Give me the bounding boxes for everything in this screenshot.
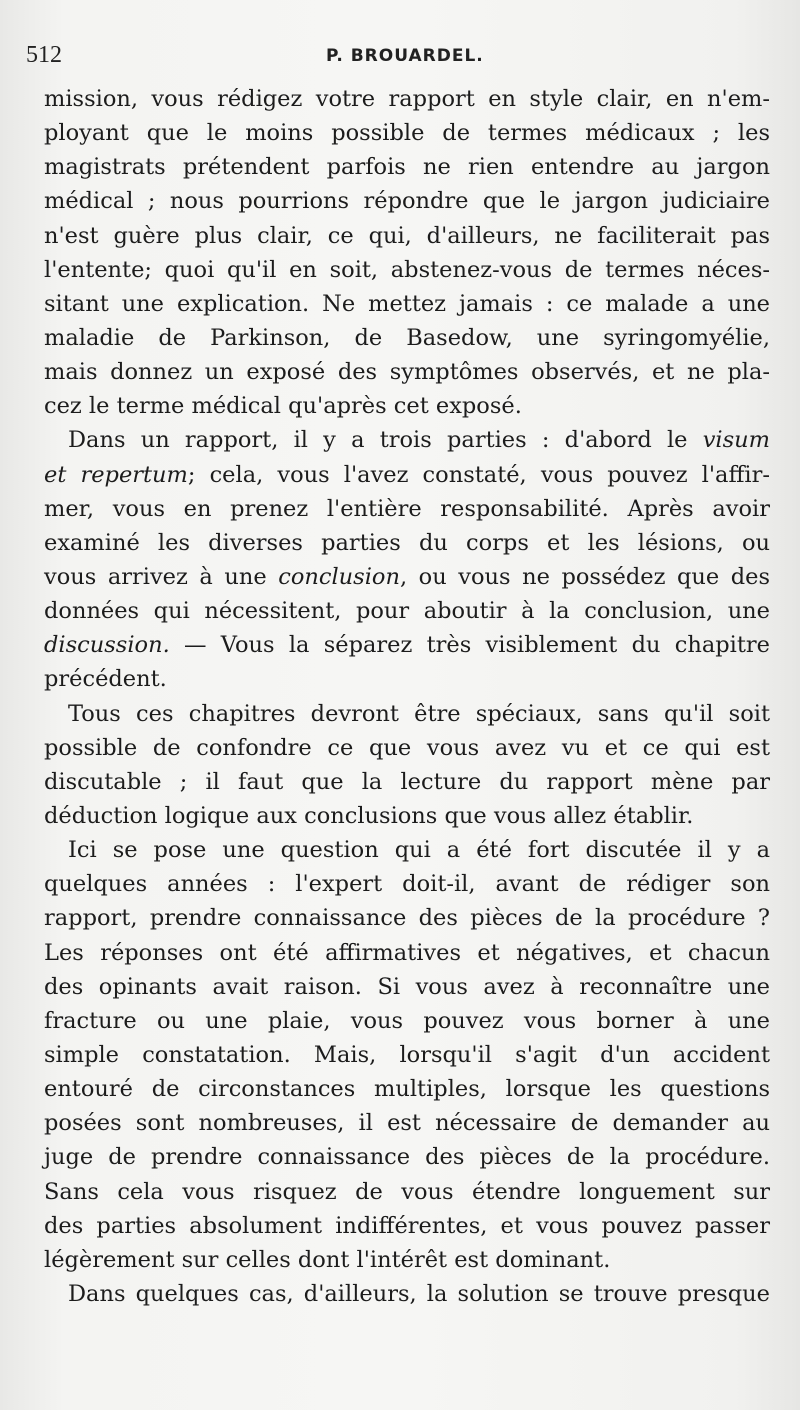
text-line: des parties absolument indifférentes, et vous pouvez passer: [44, 1212, 770, 1239]
text-line: discutable ; il faut que la lecture du rapport mène par: [44, 768, 770, 795]
text-line: [44, 560, 770, 594]
text-line: [44, 458, 770, 492]
text-line: rapport, prendre connaissance des pièces de la procédure ?: [44, 905, 770, 932]
text-line: cez le terme médical qu'après cet exposé.: [44, 393, 522, 420]
text-line: déduction logique aux conclusions que vous allez établir.: [44, 802, 694, 829]
text-line: fracture ou une plaie, vous pouvez vous borner à une: [44, 1007, 770, 1034]
running-head: P. BROUARDEL.: [326, 46, 484, 66]
italic-term: discussion.: [44, 632, 170, 659]
text-line: magistrats prétendent parfois ne rien entendre au jargon: [44, 154, 770, 181]
text-line: juge de prendre connaissance des pièces de la procédure.: [44, 1144, 770, 1171]
text-line: possible de confondre ce que vous avez vu et ce qui est: [44, 734, 770, 761]
text-line: données qui nécessitent, pour aboutir à la conclusion, une: [44, 598, 770, 625]
text-line: entouré de circonstances multiples, lorsque les questions: [44, 1076, 770, 1103]
page-header: [26, 42, 770, 76]
text-line: mais donnez un exposé des symptômes observés, et ne pla-: [44, 359, 770, 386]
text-run: ; cela, vous l'avez constaté, vous pouvez l'affir-: [187, 461, 770, 488]
text-line: ployant que le moins possible de termes médicaux ; les: [44, 120, 770, 147]
text-line: Dans quelques cas, d'ailleurs, la solution se trouve presque: [68, 1280, 770, 1307]
text-line: des opinants avait raison. Si vous avez à reconnaître une: [44, 973, 770, 1000]
text-line: examiné les diverses parties du corps et les lésions, ou: [44, 529, 770, 556]
italic-term: visum: [702, 427, 770, 454]
text-line: Ici se pose une question qui a été fort discutée il y a: [68, 837, 770, 864]
text-line: simple constatation. Mais, lorsqu'il s'agit d'un accident: [44, 1041, 770, 1068]
text-line: précédent.: [44, 666, 167, 693]
text-line: [44, 423, 770, 457]
italic-term: conclusion: [278, 563, 400, 590]
text-line: mer, vous en prenez l'entière responsabilité. Après avoir: [44, 495, 770, 522]
text-line: n'est guère plus clair, ce qui, d'ailleurs, ne faciliterait pas: [44, 222, 770, 249]
text-line: [44, 628, 770, 662]
page-number: 512: [26, 42, 62, 68]
text-line: posées sont nombreuses, il est nécessaire de demander au: [44, 1110, 770, 1137]
text-line: quelques années : l'expert doit-il, avant de rédiger son: [44, 871, 770, 898]
text-line: médical ; nous pourrions répondre que le jargon judiciaire: [44, 188, 770, 215]
text-run: , ou vous ne possédez que des: [399, 563, 771, 590]
text-line: Sans cela vous risquez de vous étendre longuement sur: [44, 1178, 770, 1205]
text-line: mission, vous rédigez votre rapport en style clair, en n'em-: [44, 86, 770, 112]
text-line: Tous ces chapitres devront être spéciaux, sans qu'il soit: [68, 700, 770, 727]
text-line: maladie de Parkinson, de Basedow, une syringomyélie,: [44, 324, 770, 351]
text-run: vous arrivez à une: [44, 563, 279, 590]
text-line: légèrement sur celles dont l'intérêt est dominant.: [44, 1246, 611, 1273]
text-line: sitant une explication. Ne mettez jamais : ce malade a une: [44, 290, 770, 317]
text-run: — Vous la séparez très visiblement du chapitre: [169, 632, 770, 659]
body-text: [44, 82, 770, 1311]
text-line: Les réponses ont été affirmatives et négatives, et chacun: [44, 939, 770, 966]
italic-term: et repertum: [44, 461, 188, 488]
text-line: l'entente; quoi qu'il en soit, abstenez-vous de termes néces-: [44, 256, 770, 283]
text-run: Dans un rapport, il y a trois parties : d'abord le: [68, 427, 703, 454]
